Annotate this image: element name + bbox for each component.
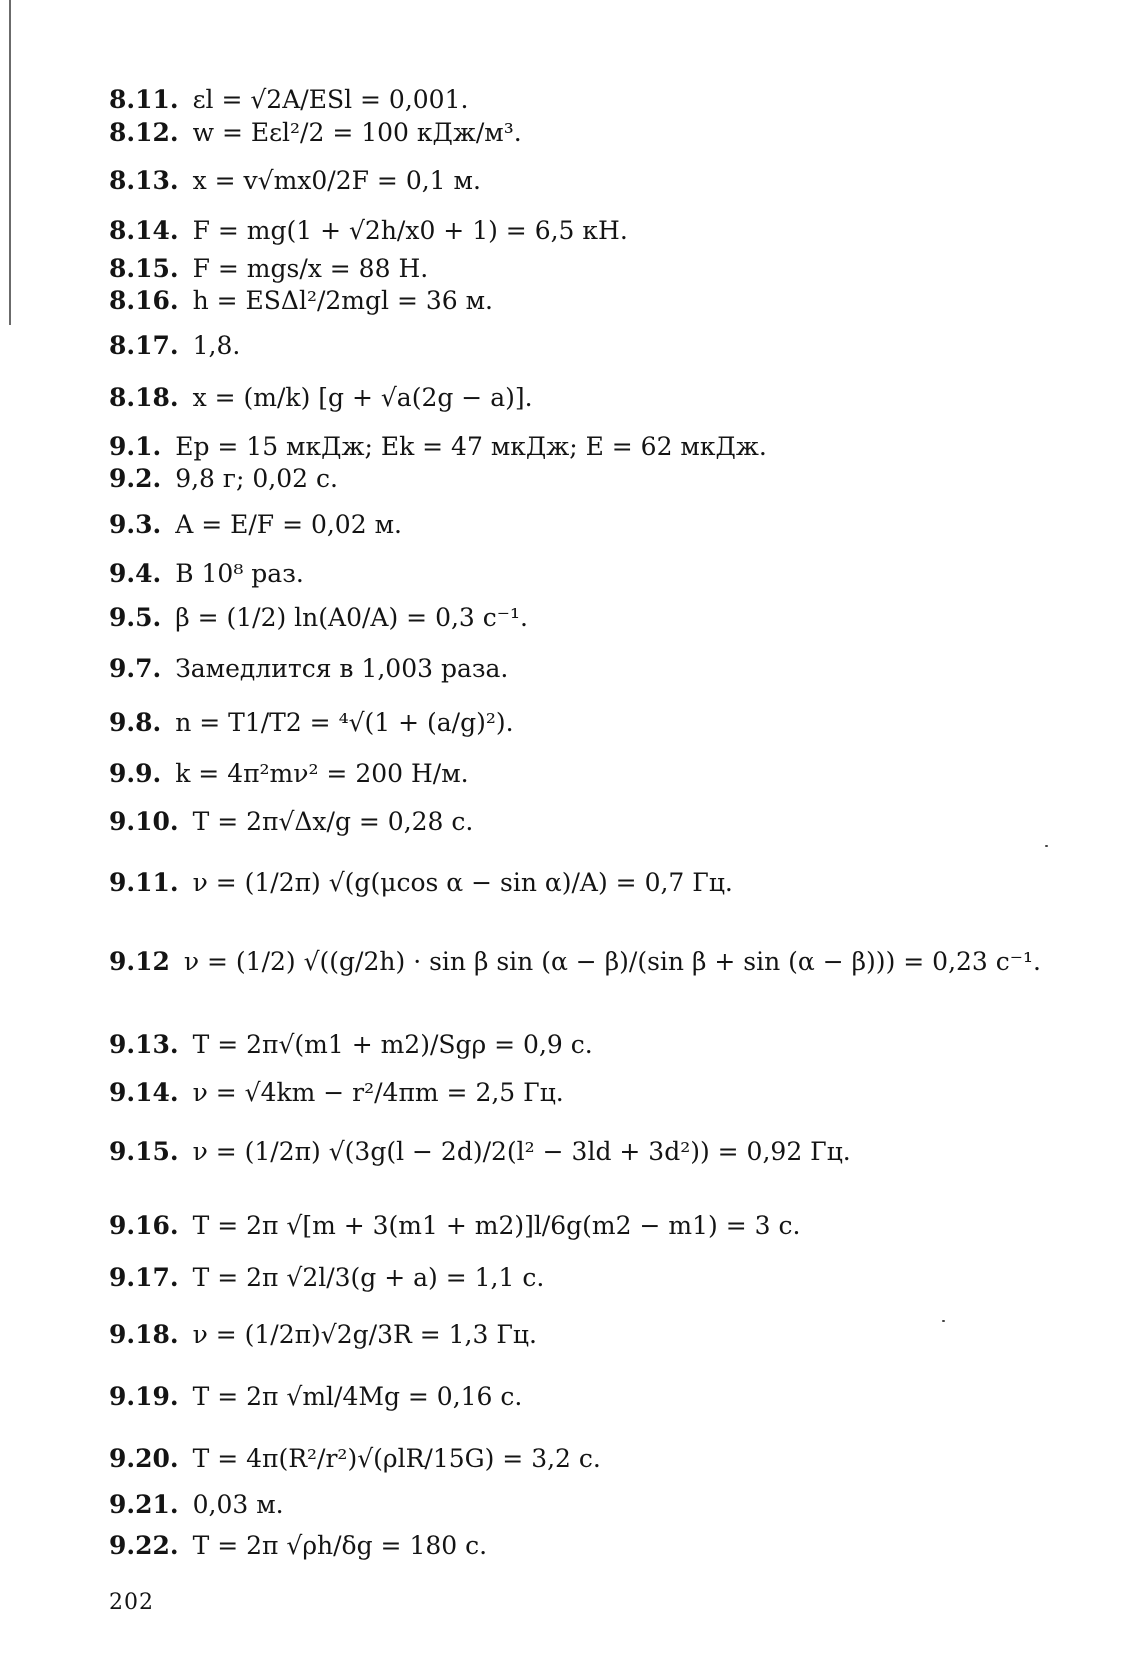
answer-expression: 0,03 м.: [192, 1490, 284, 1519]
answer-number: 9.22.: [109, 1531, 179, 1560]
scan-speck: [942, 1320, 945, 1322]
answer-number: 9.12: [109, 947, 170, 976]
answer-number: 8.16.: [109, 286, 179, 315]
answer-expression: T = 2π√(m1 + m2)/Sgρ = 0,9 с.: [192, 1030, 593, 1059]
answer-number: 9.13.: [109, 1030, 179, 1059]
answer-row: [109, 218, 628, 243]
answer-row: [109, 120, 522, 145]
answer-row: [109, 1213, 800, 1238]
answer-number: 8.18.: [109, 383, 179, 412]
answer-row: [109, 761, 469, 786]
answer-row: [109, 1032, 593, 1057]
answer-row: [109, 466, 338, 491]
answer-row: [109, 1265, 544, 1290]
page-number: 202: [109, 1590, 154, 1615]
answer-expression: A = E/F = 0,02 м.: [175, 510, 402, 539]
answer-expression: x = (m/k) [g + √a(2g − a)].: [192, 383, 533, 412]
answer-expression: T = 2π √[m + 3(m1 + m2)]l/6g(m2 − m1) = 3 с.: [192, 1211, 801, 1240]
answer-expression: ν = (1/2π) √(3g(l − 2d)/2(l² − 3ld + 3d²)) = 0,92 Гц.: [192, 1137, 851, 1166]
answer-row: [109, 809, 473, 834]
answer-number: 8.17.: [109, 331, 179, 360]
answer-expression: ν = (1/2π)√2g/3R = 1,3 Гц.: [192, 1320, 537, 1349]
answer-number: 9.7.: [109, 654, 162, 683]
answer-row: [109, 1492, 284, 1517]
answer-number: 8.14.: [109, 216, 179, 245]
answer-row: [109, 512, 402, 537]
answer-number: 9.20.: [109, 1444, 179, 1473]
answer-expression: x = v√mx0/2F = 0,1 м.: [192, 166, 481, 195]
answer-row: [109, 256, 428, 281]
answer-number: 9.10.: [109, 807, 179, 836]
answer-number: 8.11.: [109, 85, 179, 114]
answer-number: 9.11.: [109, 868, 179, 897]
answer-expression: w = Eεl²/2 = 100 кДж/м³.: [192, 118, 522, 147]
answer-row: [109, 87, 468, 112]
answer-row: [109, 870, 733, 895]
answer-row: [109, 710, 514, 735]
answer-number: 9.2.: [109, 464, 162, 493]
answer-number: 9.19.: [109, 1382, 179, 1411]
answer-expression: T = 2π√Δx/g = 0,28 с.: [192, 807, 474, 836]
answer-row: [109, 168, 481, 193]
answer-expression: ν = (1/2) √((g/2h) · sin β sin (α − β)/(sin β + sin (α − β))) = 0,23 с⁻¹.: [183, 947, 1041, 976]
answer-row: [109, 1080, 564, 1105]
answer-expression: F = mgs/x = 88 Н.: [192, 254, 429, 283]
answer-expression: F = mg(1 + √2h/x0 + 1) = 6,5 кН.: [192, 216, 628, 245]
answer-row: [109, 1533, 487, 1558]
answer-number: 9.1.: [109, 432, 162, 461]
scan-speck: [1045, 845, 1048, 847]
answer-row: [109, 1139, 851, 1164]
margin-scan-line: [9, 0, 11, 325]
answer-row: [109, 1384, 522, 1409]
answer-row: [109, 385, 533, 410]
answer-expression: n = T1/T2 = ⁴√(1 + (a/g)²).: [175, 708, 514, 737]
answer-expression: T = 4π(R²/r²)√(ρlR/15G) = 3,2 с.: [192, 1444, 601, 1473]
answer-number: 9.8.: [109, 708, 162, 737]
answer-expression: T = 2π √ml/4Mg = 0,16 с.: [192, 1382, 523, 1411]
answer-expression: T = 2π √ρh/δg = 180 с.: [192, 1531, 488, 1560]
answer-expression: ν = (1/2π) √(g(μcos α − sin α)/A) = 0,7 Гц.: [192, 868, 733, 897]
answer-number: 9.21.: [109, 1490, 179, 1519]
answer-expression: 9,8 г; 0,02 с.: [175, 464, 338, 493]
answer-expression: β = (1/2) ln(A0/A) = 0,3 с⁻¹.: [175, 603, 528, 632]
answer-number: 9.5.: [109, 603, 162, 632]
answer-number: 8.13.: [109, 166, 179, 195]
answer-row: [109, 1446, 601, 1471]
answer-expression: В 10⁸ раз.: [175, 559, 304, 588]
answer-expression: Ep = 15 мкДж; Ek = 47 мкДж; E = 62 мкДж.: [175, 432, 767, 461]
answer-number: 8.12.: [109, 118, 179, 147]
answer-row: [109, 605, 528, 630]
answer-row: [109, 1322, 537, 1347]
answer-row: [109, 434, 767, 459]
answer-expression: 1,8.: [192, 331, 241, 360]
answer-row: [109, 656, 508, 681]
answer-number: 9.18.: [109, 1320, 179, 1349]
answer-expression: T = 2π √2l/3(g + a) = 1,1 с.: [192, 1263, 545, 1292]
answer-row: [109, 949, 1041, 974]
answer-expression: k = 4π²mν² = 200 Н/м.: [175, 759, 469, 788]
answer-number: 9.15.: [109, 1137, 179, 1166]
answer-number: 9.4.: [109, 559, 162, 588]
answer-row: [109, 333, 240, 358]
answer-number: 9.3.: [109, 510, 162, 539]
answer-expression: ν = √4km − r²/4πm = 2,5 Гц.: [192, 1078, 564, 1107]
answer-row: [109, 288, 493, 313]
answer-number: 8.15.: [109, 254, 179, 283]
answer-expression: h = ESΔl²/2mgl = 36 м.: [192, 286, 494, 315]
answer-number: 9.17.: [109, 1263, 179, 1292]
answer-number: 9.9.: [109, 759, 162, 788]
answer-number: 9.16.: [109, 1211, 179, 1240]
answer-expression: εl = √2A/ESl = 0,001.: [192, 85, 469, 114]
answer-row: [109, 561, 304, 586]
answer-expression: Замедлится в 1,003 раза.: [175, 654, 509, 683]
answer-number: 9.14.: [109, 1078, 179, 1107]
